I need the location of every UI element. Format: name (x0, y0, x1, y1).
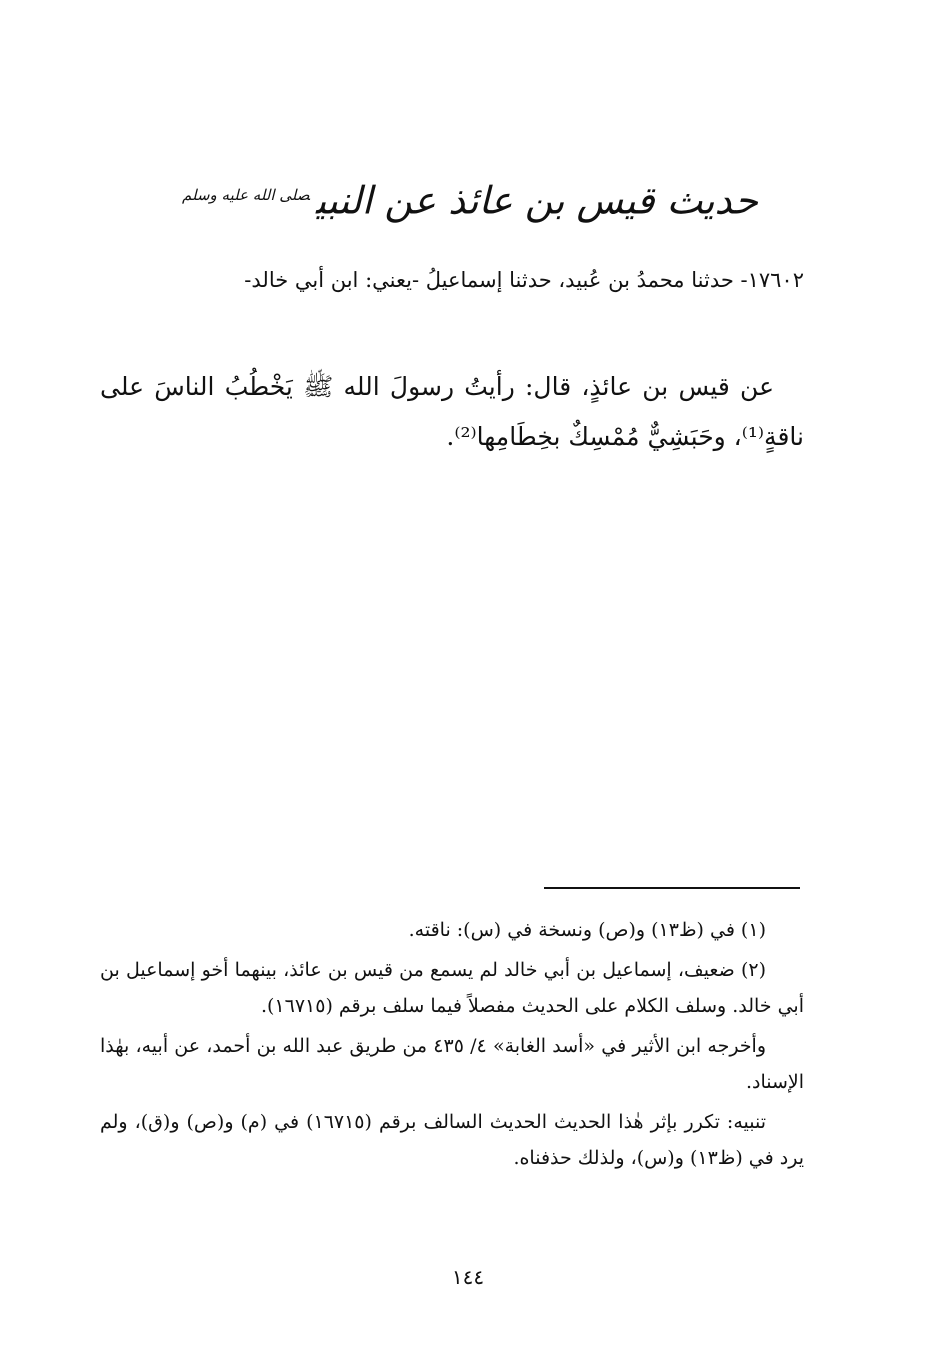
footnote-2: (٢) ضعيف، إسماعيل بن أبي خالد لم يسمع من قيس بن عائذ، بينهما أخو إسماعيل بن أبي خالد. وسلف الكلام على الحديث مفصلاً فيما سلف برقم (١٦٧١٥). (100, 959, 804, 1017)
footnotes (100, 912, 804, 1180)
hadith-chain: ١٧٦٠٢- حدثنا محمدُ بن عُبيد، حدثنا إسماعيلُ -يعني: ابن أبي خالد- (244, 268, 804, 292)
footnote-2-source: وأخرجه ابن الأثير في «أسد الغابة» ٤/ ٤٣٥ من طريق عبد الله بن أحمد، عن أبيه، بهٰذا الإسناد. (100, 1035, 804, 1093)
chapter-heading (150, 165, 790, 231)
footnote-separator (544, 887, 800, 889)
chapter-title: حديث قيس بن عائذ عن النبي (315, 178, 758, 223)
honorific-phrase: صلى الله عليه وسلم (182, 186, 310, 204)
page-number: ١٤٤ (451, 1265, 485, 1289)
footnote-2-notice: تنبيه: تكرر بإثر هٰذا الحديث الحديث السالف برقم (١٦٧١٥) في (م) و(ص) و(ق)، ولم يرد في (ظ١٣) و(س)، ولذلك حذفناه. (100, 1111, 804, 1169)
hadith-text: عن قيس بن عائذٍ، قال: رأيتُ رسولَ الله ﷺ يَخْطُبُ الناسَ على ناقةٍ⁽¹⁾، وحَبَشِيٌّ مُمْسِكٌ بخِطَامِها⁽²⁾. (100, 372, 804, 451)
footnote-1: (١) في (ظ١٣) و(ص) ونسخة في (س): ناقته. (408, 919, 766, 941)
